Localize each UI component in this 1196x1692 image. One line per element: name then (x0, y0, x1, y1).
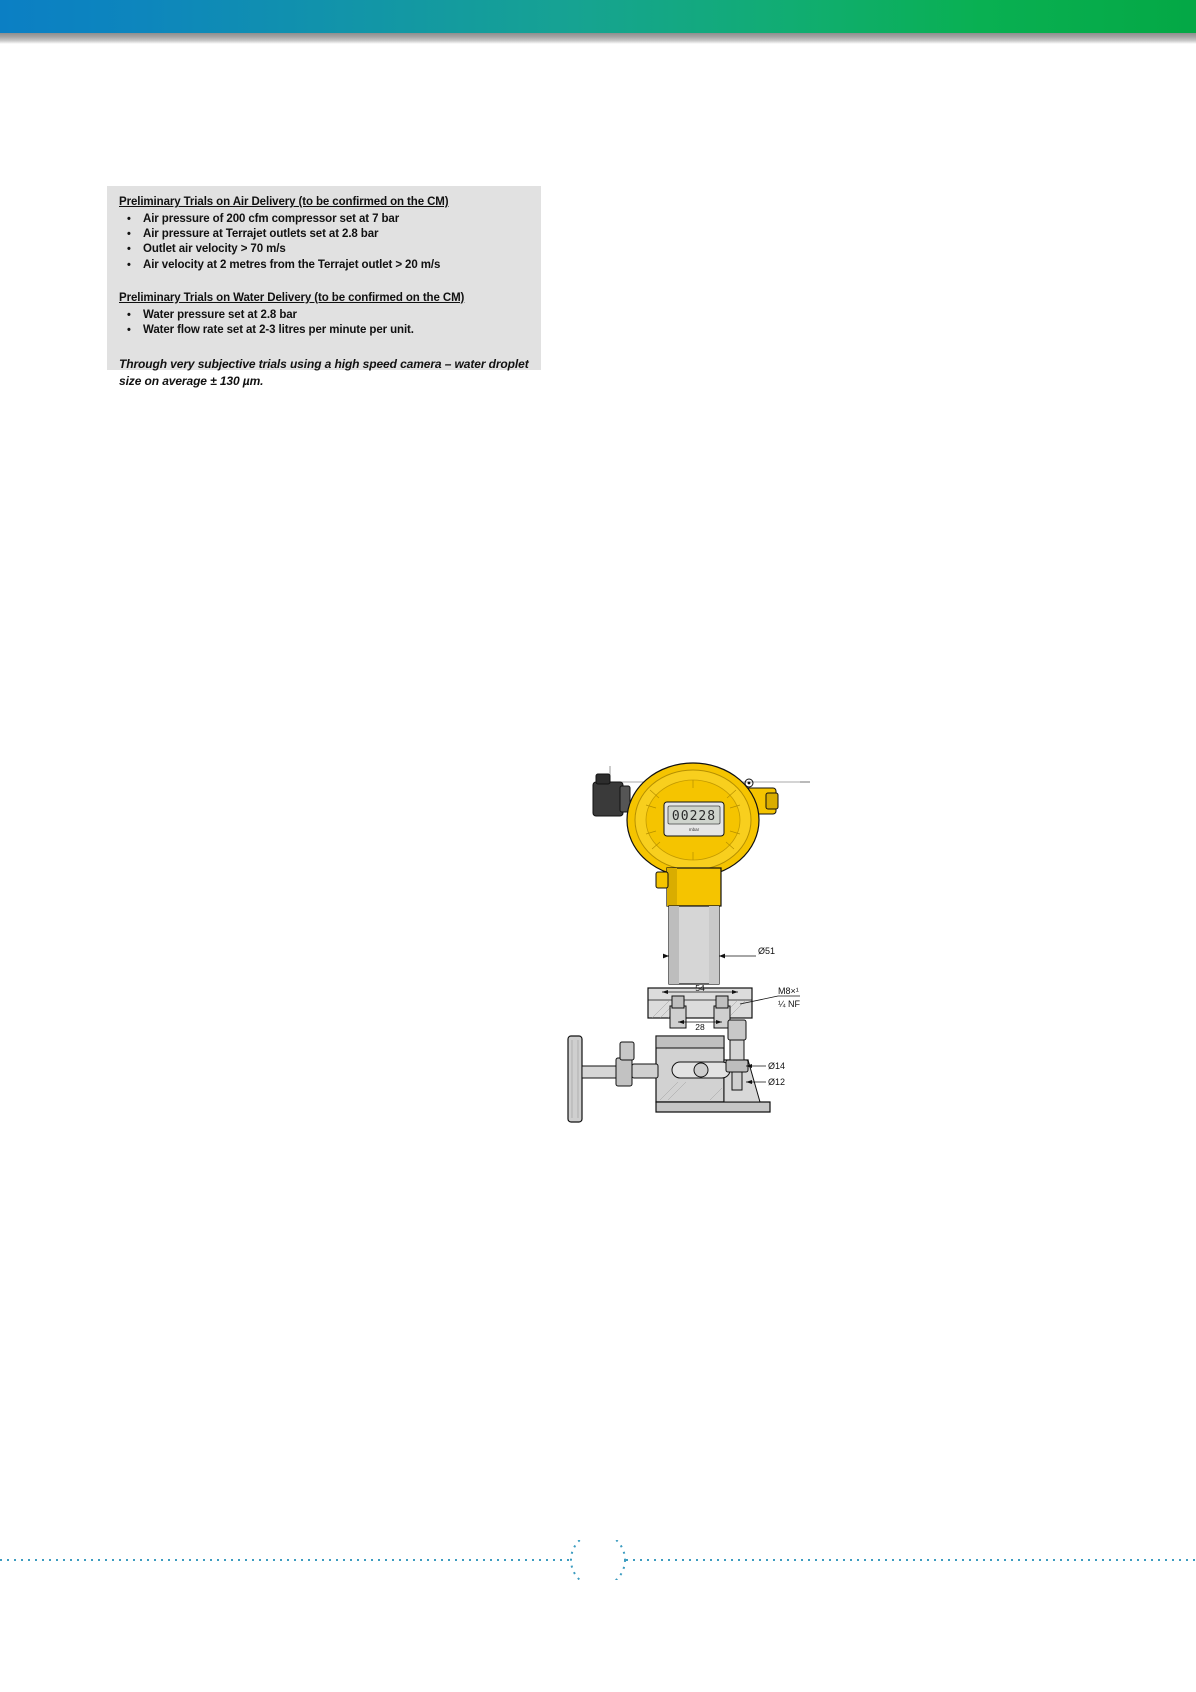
pressure-transmitter-drawing (560, 760, 860, 1150)
dim-thread-label: M8×¹ (778, 986, 799, 996)
dim-bracket-width-label: 54 (695, 983, 705, 993)
preliminary-trials-callout (107, 186, 541, 389)
list-item: • Air pressure at Terrajet outlets set at 2.8 bar (119, 227, 531, 242)
lcd-value: 00228 (671, 809, 717, 824)
lcd-unit: mbar (688, 827, 700, 832)
transmitter-housing (627, 763, 759, 877)
air-delivery-heading: Preliminary Trials on Air Delivery (to be confirmed on the CM) (119, 196, 449, 208)
manifold-block (656, 1036, 770, 1112)
dim-bracket-spacing-label: 28 (695, 1022, 705, 1032)
water-delivery-list (119, 308, 531, 338)
sensor-body (669, 906, 719, 984)
list-item: • Water flow rate set at 2-3 litres per minute per unit. (119, 323, 531, 338)
page-header-gradient-bar (0, 0, 1196, 33)
list-item: • Air pressure of 200 cfm compressor set at 7 bar (119, 212, 531, 227)
isolation-valve (568, 1036, 658, 1122)
dim-port-large-label: Ø14 (768, 1061, 786, 1071)
section-spacer (119, 273, 531, 290)
list-item: • Outlet air velocity > 70 m/s (119, 242, 531, 257)
water-delivery-heading: Preliminary Trials on Water Delivery (to be confirmed on the CM) (119, 291, 465, 304)
page-footer-rule (0, 1540, 1196, 1580)
list-item: • Water pressure set at 2.8 bar (119, 308, 531, 323)
dim-port-small-label: Ø12 (768, 1077, 786, 1087)
page-header-shadow (0, 33, 1196, 44)
list-item: • Air velocity at 2 metres from the Terrajet outlet > 20 m/s (119, 258, 531, 273)
housing-neck (656, 868, 721, 906)
dim-body-diameter-label: Ø51 (758, 946, 776, 956)
air-delivery-list (119, 212, 531, 273)
dim-thread-alt-label: ¼ NF (778, 999, 801, 1009)
droplet-size-note: Through very subjective trials using a high speed camera – water droplet size on average ± 130 µm. (119, 357, 529, 389)
cable-gland (593, 774, 630, 816)
